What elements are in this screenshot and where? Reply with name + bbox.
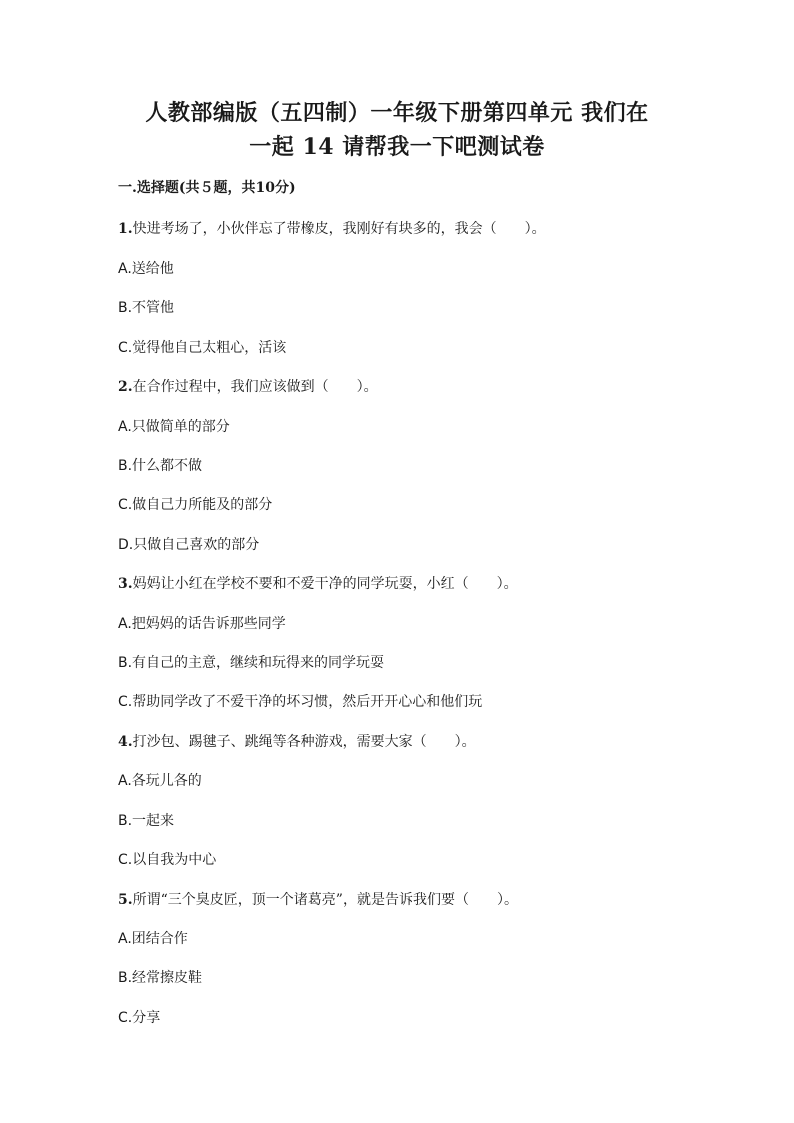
question-text: 快进考场了，小伙伴忘了带橡皮，我刚好有块多的，我会（ ）。	[132, 221, 546, 237]
question-text: 打沙包、踢毽子、跳绳等各种游戏，需要大家（ ）。	[132, 734, 476, 750]
question-2	[118, 376, 378, 396]
section-heading: 一.选择题(共５题，共10分)	[118, 180, 296, 196]
question-text: 所谓“三个臭皮匠，顶一个诸葛亮”，就是告诉我们要（ ）。	[132, 892, 518, 908]
question-4-option-b: B.一起来	[118, 813, 175, 829]
question-1-option-b: B.不管他	[118, 300, 175, 316]
page-title-line-2: 一起 14 请帮我一下吧测试卷	[249, 134, 545, 160]
question-2-option-d: D.只做自己喜欢的部分	[118, 537, 260, 553]
question-4-option-a: A.各玩儿各的	[118, 773, 202, 789]
question-number: 2.	[118, 379, 133, 395]
question-2-option-b: B.什么都不做	[118, 458, 203, 474]
question-3-option-b: B.有自己的主意，继续和玩得来的同学玩耍	[118, 655, 385, 671]
question-2-option-a: A.只做简单的部分	[118, 419, 230, 435]
question-number: 5.	[118, 892, 133, 908]
question-4-option-c: C.以自我为中心	[118, 852, 217, 868]
question-1	[118, 218, 546, 238]
question-5-option-b: B.经常擦皮鞋	[118, 970, 203, 986]
question-text: 在合作过程中，我们应该做到（ ）。	[132, 379, 378, 395]
question-1-option-a: A.送给他	[118, 261, 174, 277]
question-5-option-a: A.团结合作	[118, 931, 188, 947]
question-5-option-c: C.分享	[118, 1010, 161, 1026]
question-number: 4.	[118, 734, 133, 750]
question-number: 1.	[118, 221, 133, 237]
question-1-option-c: C.觉得他自己太粗心，活该	[118, 340, 287, 356]
question-number: 3.	[118, 576, 133, 592]
question-3-option-a: A.把妈妈的话告诉那些同学	[118, 616, 286, 632]
question-4	[118, 731, 476, 751]
question-text: 妈妈让小红在学校不要和不爱干净的同学玩耍，小红（ ）。	[132, 576, 518, 592]
question-3	[118, 573, 518, 593]
question-3-option-c: C.帮助同学改了不爱干净的坏习惯，然后开开心心和他们玩	[118, 694, 483, 710]
question-5	[118, 889, 518, 909]
question-2-option-c: C.做自己力所能及的部分	[118, 497, 273, 513]
page-title-line-1: 人教部编版（五四制）一年级下册第四单元 我们在	[145, 100, 649, 126]
